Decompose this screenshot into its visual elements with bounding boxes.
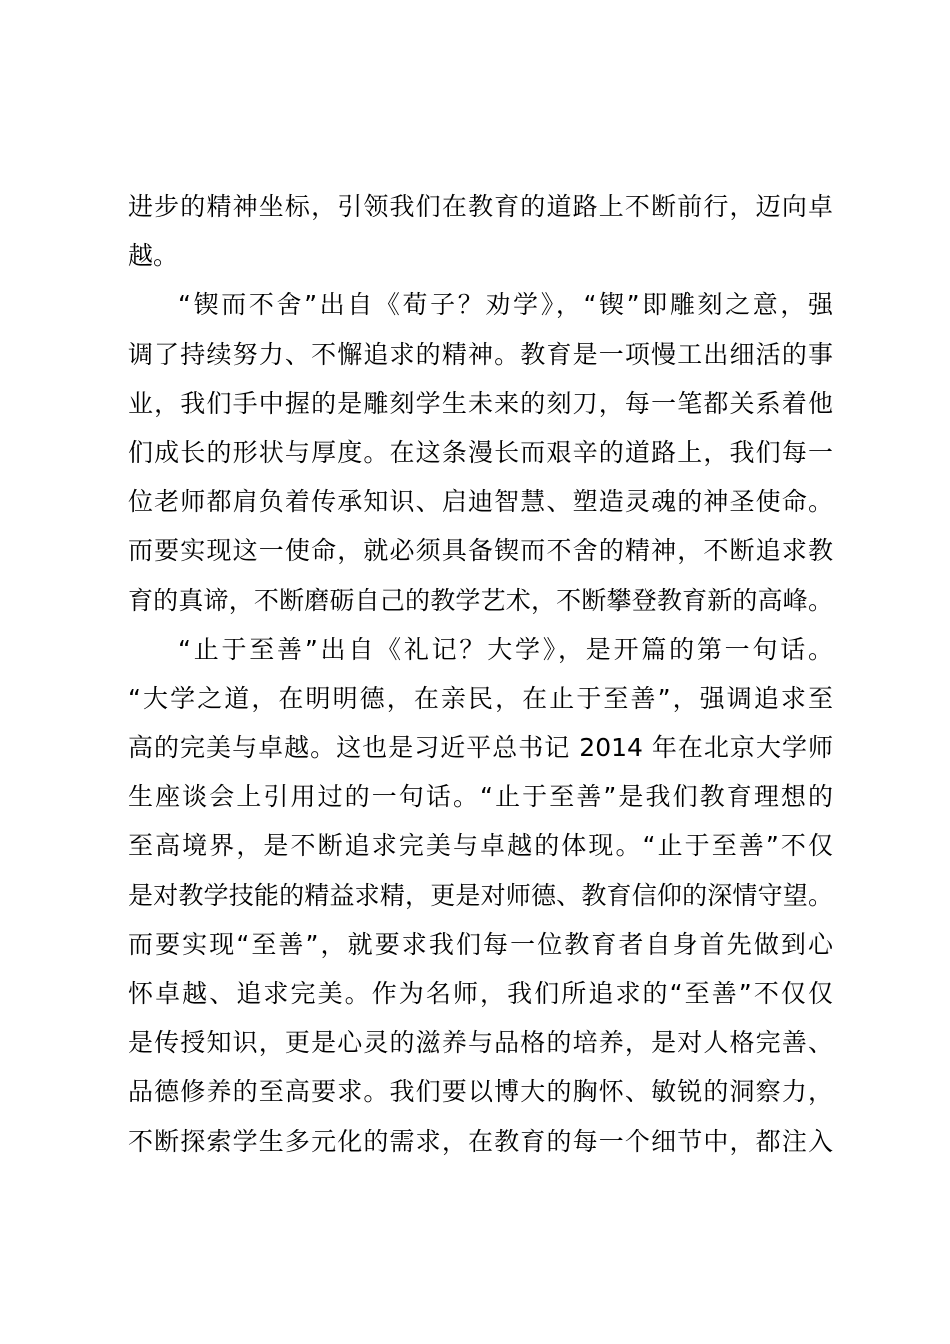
text-line: 怀卓越、追求完美。作为名师，我们所追求的“至善”不仅仅	[128, 979, 833, 1008]
text-line: 们成长的形状与厚度。在这条漫长而艰辛的道路上，我们每一	[128, 437, 833, 467]
text-line: 位老师都肩负着传承知识、启迪智慧、塑造灵魂的神圣使命。	[128, 487, 833, 517]
text-line: 生座谈会上引用过的一句话。“止于至善”是我们教育理想的	[128, 782, 833, 812]
text-line: 调了持续努力、不懈追求的精神。教育是一项慢工出细活的事	[128, 339, 833, 369]
text-line: 是对教学技能的精益求精，更是对师德、教育信仰的深情守望。	[128, 880, 833, 910]
body-text	[128, 182, 833, 1166]
text-line: 不断探索学生多元化的需求，在教育的每一个细节中，都注入	[128, 1126, 833, 1156]
paragraph-start-line: “止于至善”出自《礼记？大学》，是开篇的第一句话。	[178, 634, 833, 664]
text-line: 至高境界，是不断追求完美与卓越的体现。“止于至善”不仅	[128, 831, 833, 861]
text-line: 而要实现这一使命，就必须具备锲而不舍的精神，不断追求教	[128, 536, 833, 566]
text-line: 进步的精神坐标，引领我们在教育的道路上不断前行，迈向卓	[128, 192, 833, 221]
text-line: 业，我们手中握的是雕刻学生未来的刻刀，每一笔都关系着他	[128, 388, 833, 418]
text-line: 高的完美与卓越。这也是习近平总书记 2014 年在北京大学师	[128, 733, 833, 763]
text-line: 是传授知识，更是心灵的滋养与品格的培养，是对人格完善、	[128, 1028, 833, 1058]
paragraph-start-line: “锲而不舍”出自《荀子？劝学》，“锲”即雕刻之意，强	[178, 290, 833, 320]
text-line: “大学之道，在明明德，在亲民，在止于至善”，强调追求至	[128, 683, 833, 713]
text-line: 育的真谛，不断磨砺自己的教学艺术，不断攀登教育新的高峰。	[128, 585, 833, 615]
text-line: 而要实现“至善”，就要求我们每一位教育者自身首先做到心	[128, 929, 833, 959]
text-line: 品德修养的至高要求。我们要以博大的胸怀、敏锐的洞察力，	[128, 1077, 833, 1107]
text-line: 越。	[128, 241, 179, 271]
